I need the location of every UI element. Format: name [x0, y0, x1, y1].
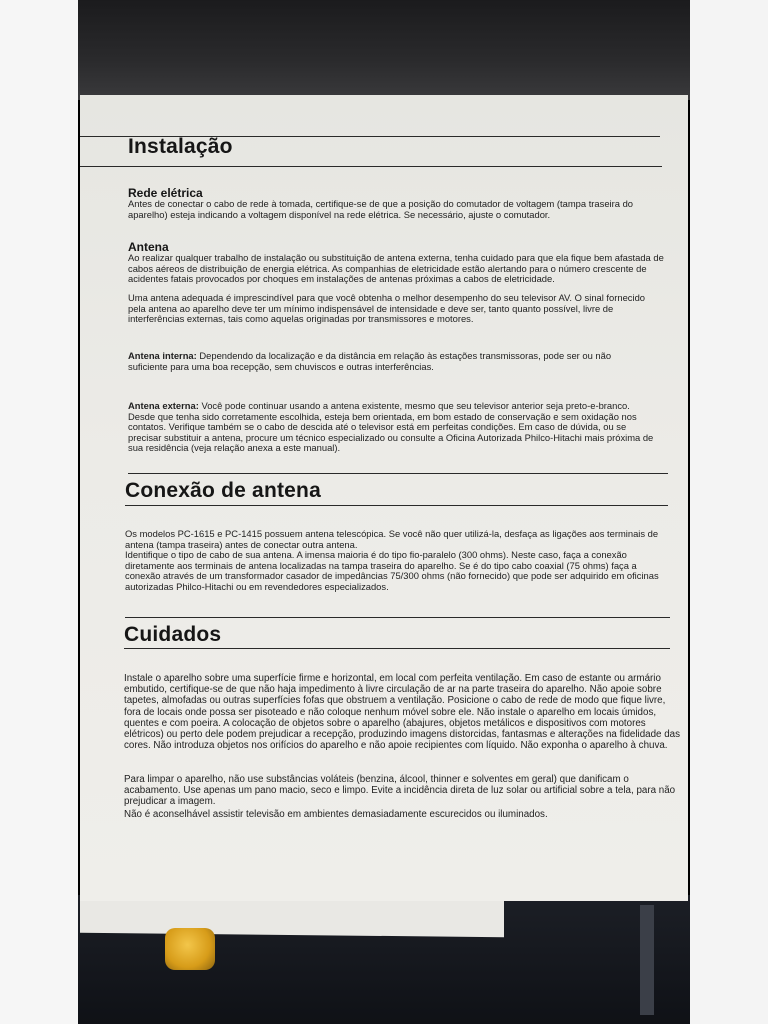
- note-antena-externa: [128, 401, 658, 454]
- rule-bottom-cuidados: [124, 648, 670, 649]
- subheading-rede-eletrica: Rede elétrica: [128, 186, 203, 200]
- rule-top-conexao: [128, 473, 668, 474]
- paragraph-cuidados: Instale o aparelho sobre uma superfície firme e horizontal, em local com perfeita ventilação. Em caso de estante ou armário embutido, certifique-se de que não haja impedimento à livre circulação de ar na parte traseira do aparelho. Não apoie sobre tapetes, almofadas ou outras superfícies fofas que obstruem a ventilação. Posicione o cabo de rede de modo que fique livre, fora de locais onde possa ser pisoteado e não coloque nenhum móvel sobre ele. Não instale o aparelho em locais úmidos, quentes e com poeira. A colocação de objetos sobre o aparelho (abajures, objetos metálicos e dispositivos com motores elétricos) ou perto dele podem prejudicar a recepção, produzindo imagens distorcidas, fantasmas e alterações na fidelidade das cores. Não introduza objetos nos orifícios do aparelho e não apoie recipientes com líquido. Não exponha o aparelho à chuva.: [124, 673, 681, 752]
- rule-top-cuidados: [125, 617, 670, 618]
- background-left: [0, 0, 78, 1024]
- yellow-knob: [165, 928, 215, 970]
- paragraph-conexao: Os modelos PC-1615 e PC-1415 possuem antena telescópica. Se você não quer utilizá-la, desfaça as ligações aos terminais de antena (tampa traseira) antes de conectar outra antena.: [125, 528, 659, 550]
- heading-conexao-de-antena: Conexão de antena: [125, 479, 321, 502]
- subheading-antena: Antena: [128, 240, 169, 254]
- background-right: [690, 0, 768, 1024]
- paragraph-cuidados-3: Não é aconselhável assistir televisão em ambientes demasiadamente escurecidos ou iluminados.: [124, 809, 548, 820]
- paragraph-antena: Ao realizar qualquer trabalho de instalação ou substituição de antena externa, tenha cuidado para que ela fique bem afastada de cabos aéreos de distribuição de energia elétrica. As companhias de eletricidade estão alertando para o número crescente de acidentes fatais provocados por choques em instalações de antenas próximas a cabos de eletricidade.: [128, 252, 664, 284]
- rule-bottom-instalacao: [80, 166, 662, 167]
- background-top: [78, 0, 690, 100]
- note-antena-externa-text: Você pode continuar usando a antena existente, mesmo que seu televisor anterior seja preto-e-branco. Desde que tenha sido corretamente escolhida, esteja bem orientada, em bom estado de conservação e sem oxidação nos contatos. Verifique também se o cabo de descida até o televisor está em perfeitas condições. Em caso de dúvida, ou se precisar substituir a antena, procure um técnico especializado ou consulte a Oficina Autorizada Philco-Hitachi mais próxima de sua residência (veja relação anexa a este manual).: [128, 400, 654, 453]
- paragraph-antena-2: Uma antena adequada é imprescindível para que você obtenha o melhor desempenho do seu televisor AV. O sinal fornecido pela antena ao aparelho deve ter um mínimo indispensável de intensidade e deve ser, tanto quanto possível, livre de interferências externas, tais como aquelas originadas por transmissores e motores.: [128, 292, 645, 324]
- note-antena-interna-label: Antena interna:: [128, 350, 197, 361]
- paragraph-cuidados-2: Para limpar o aparelho, não use substâncias voláteis (benzina, álcool, thinner e solventes em geral) que danificam o acabamento. Use apenas um pano macio, seco e limpo. Evite a incidência direta de luz solar ou artificial sobre a tela, para não prejudicar a imagem.: [124, 774, 676, 808]
- note-antena-interna: [128, 351, 638, 372]
- manual-page: [80, 95, 688, 901]
- paragraph-rede-eletrica: Antes de conectar o cabo de rede à tomada, certifique-se de que a posição do comutador de voltagem (tampa traseira do aparelho) esteja indicando a voltagem disponível na rede elétrica. Se necessário, ajuste o comutador.: [128, 198, 633, 220]
- metal-bar: [640, 905, 654, 1015]
- heading-instalacao: Instalação: [128, 135, 233, 158]
- rule-bottom-conexao: [125, 505, 668, 506]
- heading-cuidados: Cuidados: [124, 623, 222, 646]
- note-antena-externa-label: Antena externa:: [128, 400, 199, 411]
- paragraph-conexao-2: Identifique o tipo de cabo de sua antena. A imensa maioria é do tipo fio-paralelo (300 ohms). Neste caso, faça a conexão diretamente aos terminais de antena localizadas na tampa traseira do aparelho. Se é do tipo cabo coaxial (75 ohms) faça a conexão através de um transformador casador de impedâncias 75/300 ohms (não fornecido) que pode ser adquirido em oficinas autorizadas Philco-Hitachi ou em revendedores especializados.: [125, 549, 659, 592]
- note-antena-interna-text: Dependendo da localização e da distância em relação às estações transmissoras, pode ser ou não suficiente para uma boa recepção, sem chuviscos e outras interferências.: [128, 350, 612, 372]
